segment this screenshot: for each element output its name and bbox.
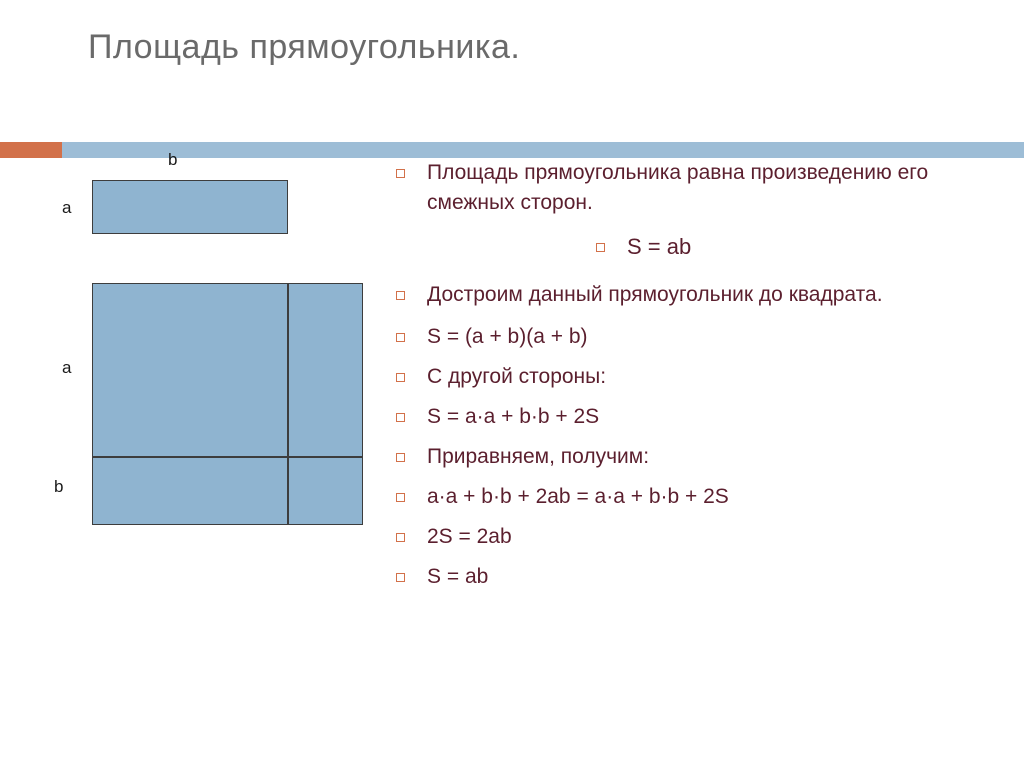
list-item xyxy=(396,322,996,352)
label-a-small-rect: a xyxy=(62,198,72,217)
list-item-label: С другой стороны: xyxy=(427,365,607,388)
list-item-label: Приравняем, получим: xyxy=(427,445,650,468)
label-a-big-square: a xyxy=(62,358,72,377)
small-rectangle-shape xyxy=(92,180,288,234)
page-title: Площадь прямоугольника. xyxy=(88,28,521,66)
square-bullet-icon xyxy=(396,291,405,300)
label-b-top: b xyxy=(168,150,178,169)
list-item-label: a·a + b·b + 2ab = a·a + b·b + 2S xyxy=(427,485,729,508)
square-part-top-right xyxy=(288,283,363,457)
square-part-bottom-left xyxy=(92,457,288,525)
list-item-label: S = ab xyxy=(627,234,692,259)
list-item-label: Площадь прямоугольника равна произведению его смежных сторон. xyxy=(427,161,929,214)
list-item xyxy=(396,522,996,552)
list-item xyxy=(396,402,996,432)
list-item-label: S = a·a + b·b + 2S xyxy=(427,405,600,428)
square-bullet-icon xyxy=(396,533,405,542)
square-bullet-icon xyxy=(396,493,405,502)
square-bullet-icon xyxy=(396,169,405,178)
bullet-list xyxy=(396,158,996,602)
list-item xyxy=(396,442,996,472)
list-item xyxy=(596,232,996,262)
square-part-top-left xyxy=(92,283,288,457)
list-item xyxy=(396,280,996,310)
square-bullet-icon xyxy=(396,333,405,342)
list-item-label: 2S = 2ab xyxy=(427,525,512,548)
list-item-label: Достроим данный прямоугольник до квадрата. xyxy=(427,283,883,306)
square-bullet-icon xyxy=(396,573,405,582)
square-bullet-icon xyxy=(396,413,405,422)
square-bullet-icon xyxy=(396,453,405,462)
list-item xyxy=(396,158,996,218)
list-item-label: S = (a + b)(a + b) xyxy=(427,325,588,348)
list-item xyxy=(396,562,996,592)
geometry-figures xyxy=(0,150,390,570)
label-b-big-square: b xyxy=(54,477,64,496)
square-part-bottom-right xyxy=(288,457,363,525)
list-item xyxy=(396,362,996,392)
list-item xyxy=(396,482,996,512)
square-bullet-icon xyxy=(596,243,605,252)
list-item-label: S = ab xyxy=(427,565,489,588)
square-bullet-icon xyxy=(396,373,405,382)
